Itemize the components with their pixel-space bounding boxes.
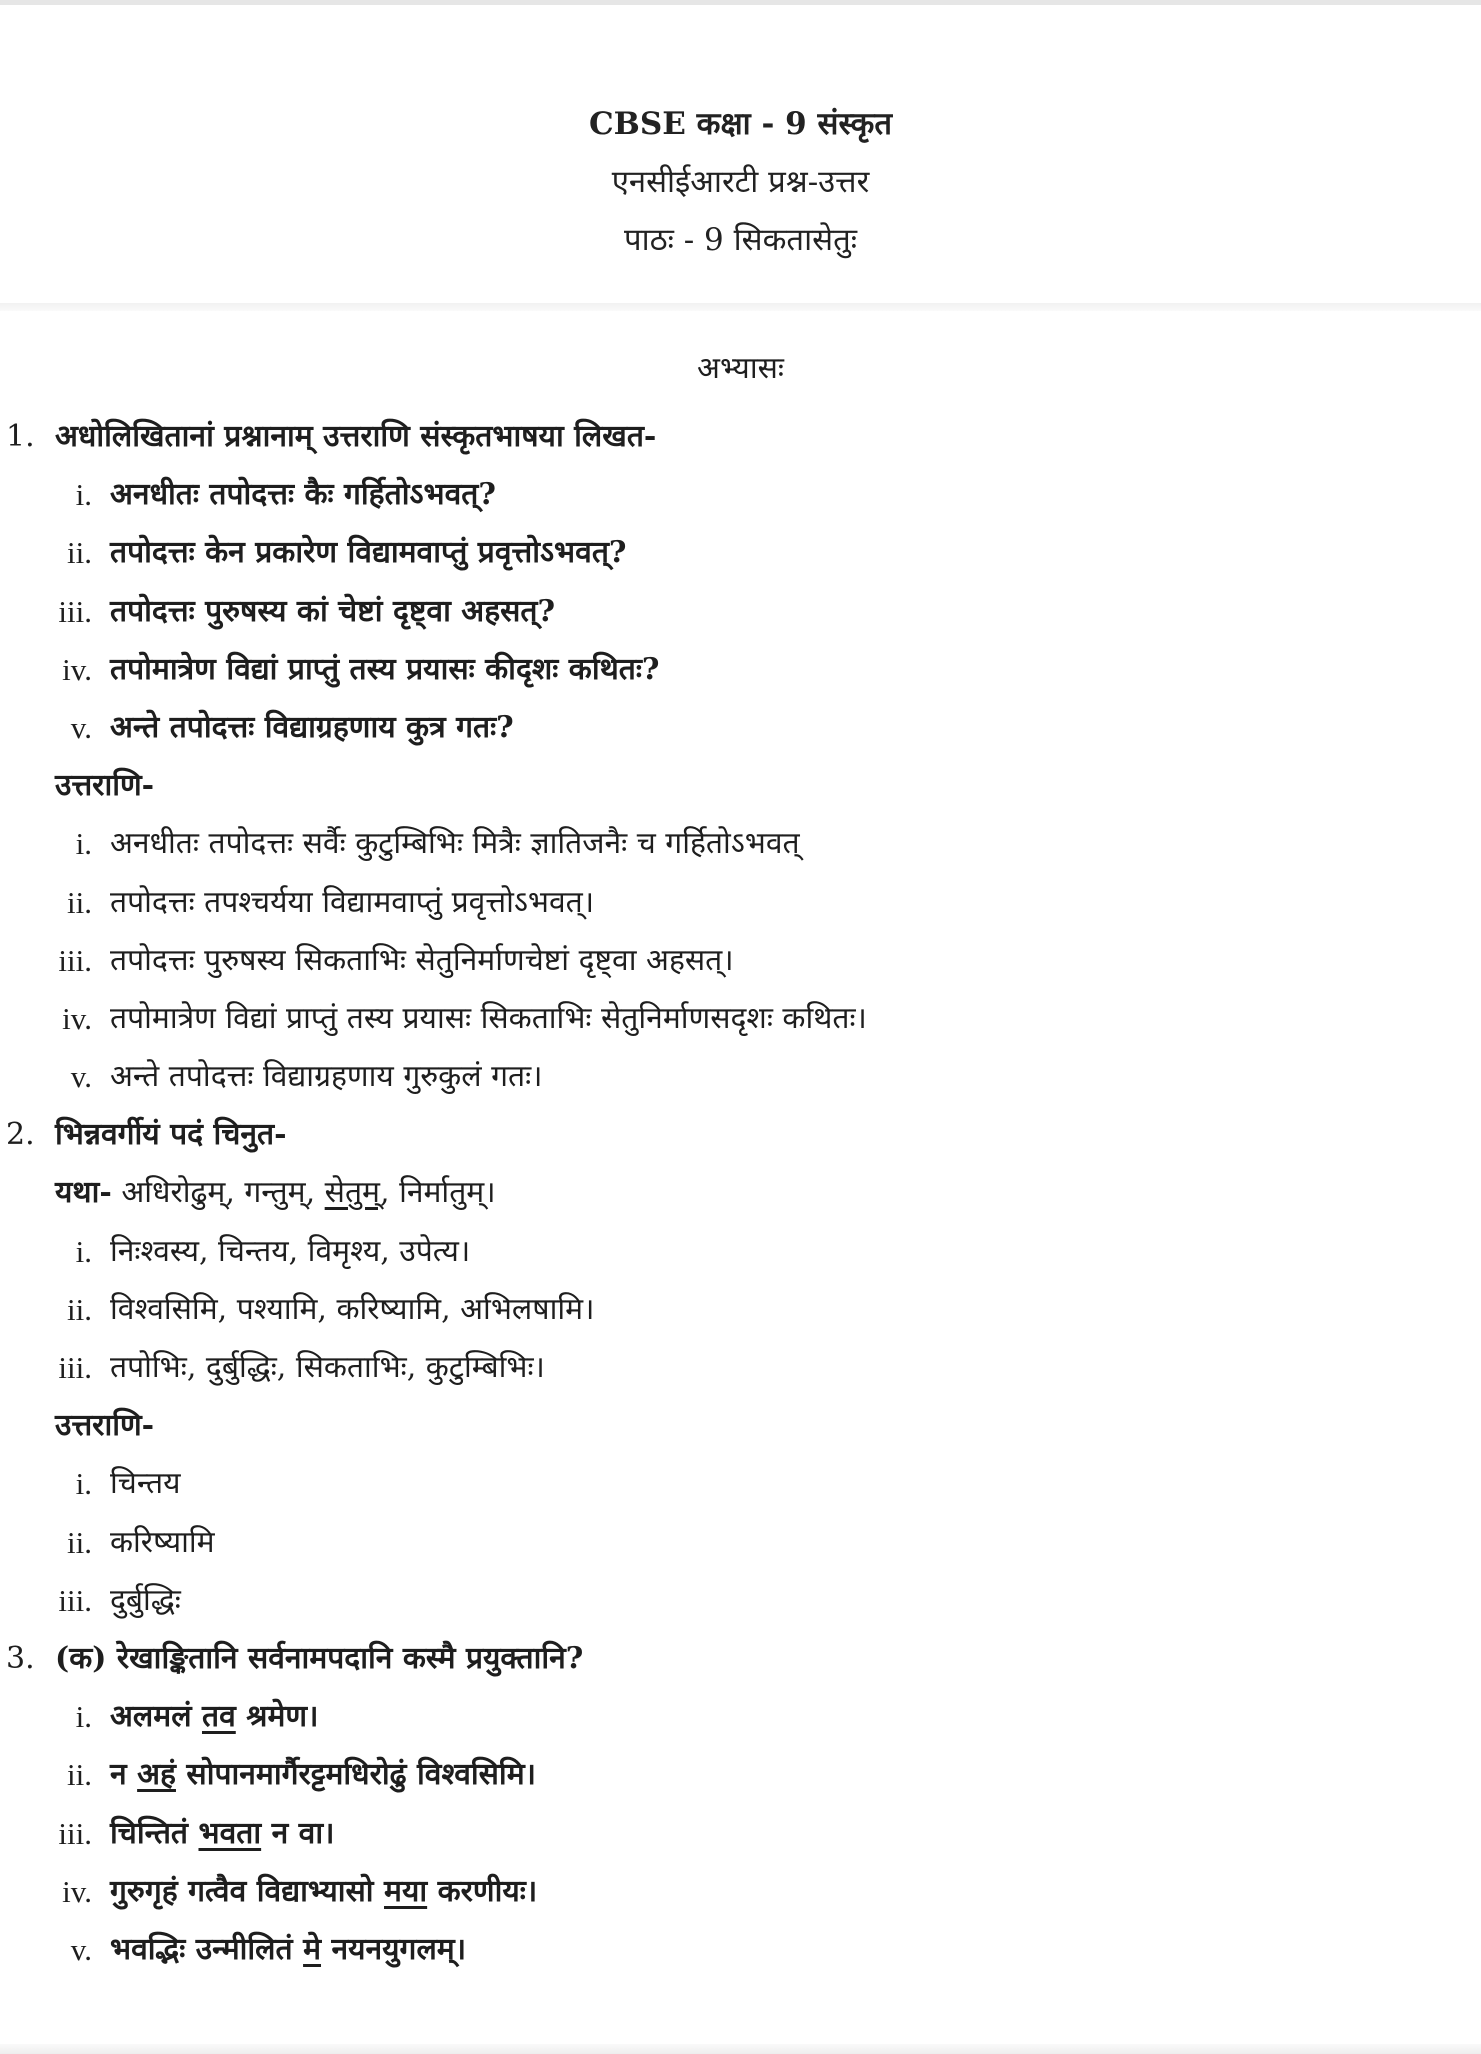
list-item — [0, 932, 1481, 990]
answers-label: उत्तराणि- — [55, 768, 155, 804]
item-text: अनधीतः तपोदत्तः सर्वैः कुटुम्बिभिः मित्रैः ज्ञातिजनैः च गर्हितोऽभवत् — [110, 826, 800, 862]
list-item — [0, 1805, 1481, 1863]
roman-numeral: v. — [70, 1931, 92, 1967]
list-item — [0, 1339, 1481, 1397]
item-text: तपोदत्तः पुरुषस्य सिकताभिः सेतुनिर्माणचेष्टां दृष्ट्वा अहसत्। — [110, 942, 734, 978]
list-item — [0, 466, 1481, 524]
roman-numeral: iii. — [58, 1350, 92, 1385]
roman-numeral: iv. — [62, 1873, 92, 1909]
question-number: 1. — [6, 419, 35, 454]
answers-heading — [0, 757, 1481, 815]
item-text: करिष्यामि — [110, 1524, 215, 1560]
question-number: 2. — [6, 1117, 35, 1153]
example-label: यथा- — [55, 1175, 112, 1211]
item-text — [110, 1746, 536, 1804]
list-item — [0, 1688, 1481, 1746]
roman-numeral: i. — [75, 1699, 92, 1735]
header-divider — [0, 303, 1481, 311]
text-post: नयनयुगलम्। — [321, 1931, 467, 1967]
list-item — [0, 874, 1481, 932]
text-pre: अलमलं — [110, 1699, 202, 1735]
question-2 — [0, 1106, 1481, 1164]
document-body — [0, 340, 1481, 1979]
list-item — [0, 815, 1481, 873]
roman-numeral: ii. — [67, 1757, 92, 1793]
underlined-word: भवता — [198, 1815, 262, 1851]
underlined-word: अहं — [137, 1757, 176, 1793]
answers-heading — [0, 1397, 1481, 1455]
item-text: अन्ते तपोदत्तः विद्याग्रहणाय गुरुकुलं गतः। — [110, 1059, 543, 1095]
answers-label: उत्तराणि- — [55, 1408, 155, 1444]
top-rule — [0, 0, 1481, 5]
question-text: अधोलिखितानां प्रश्नानाम् उत्तराणि संस्कृतभाषया लिखत- — [55, 419, 657, 454]
roman-numeral: ii. — [67, 884, 92, 920]
question-1 — [0, 408, 1481, 466]
question-text: भिन्नवर्गीयं पदं चिनुत- — [55, 1117, 287, 1153]
question-text: (क) रेखाङ्कितानि सर्वनामपदानि कस्मै प्रयुक्तानि? — [55, 1640, 584, 1676]
question-number: 3. — [6, 1640, 35, 1676]
roman-numeral: iv. — [62, 651, 92, 687]
item-text — [110, 1863, 537, 1921]
roman-numeral: v. — [70, 1059, 92, 1095]
underlined-word: तव — [201, 1699, 236, 1735]
bottom-divider — [0, 2044, 1481, 2054]
roman-numeral: v. — [70, 709, 92, 745]
list-item — [0, 1455, 1481, 1513]
roman-numeral: iii. — [58, 1815, 92, 1851]
item-text: दुर्बुद्धिः — [110, 1582, 181, 1618]
roman-numeral: iv. — [62, 1000, 92, 1036]
list-item — [0, 1921, 1481, 1979]
underlined-word: सेतुम् — [324, 1175, 380, 1211]
text-post: न वा। — [261, 1815, 335, 1851]
item-text: चिन्तय — [110, 1466, 181, 1502]
underlined-word: मे — [303, 1931, 322, 1967]
list-item — [0, 990, 1481, 1048]
roman-numeral: iii. — [58, 1582, 92, 1618]
list-item — [0, 1572, 1481, 1630]
item-text: अन्ते तपोदत्तः विद्याग्रहणाय कुत्र गतः? — [110, 709, 514, 745]
text-pre: चिन्तितं — [110, 1815, 199, 1851]
roman-numeral: ii. — [67, 1524, 92, 1560]
document-header — [0, 95, 1481, 269]
list-item — [0, 524, 1481, 582]
text-pre: गुरुगृहं गत्वैव विद्याभ्यासो — [110, 1873, 385, 1909]
example-post: , निर्मातुम्। — [380, 1175, 496, 1211]
list-item — [0, 1223, 1481, 1281]
roman-numeral: i. — [75, 1233, 92, 1269]
list-item — [0, 699, 1481, 757]
roman-numeral: ii. — [67, 1291, 92, 1327]
text-pre: न — [110, 1757, 138, 1793]
roman-numeral: iii. — [58, 593, 92, 629]
item-text — [110, 1921, 466, 1979]
roman-numeral: ii. — [67, 535, 92, 571]
item-text: अनधीतः तपोदत्तः कैः गर्हितोऽभवत्? — [110, 477, 496, 513]
underlined-word: मया — [384, 1873, 428, 1909]
example-pre: अधिरोढुम्, गन्तुम्, — [111, 1175, 325, 1211]
list-item — [0, 1863, 1481, 1921]
example-text — [55, 1164, 496, 1222]
text-pre: भवद्भिः उन्मीलितं — [110, 1931, 304, 1967]
example-row — [0, 1164, 1481, 1222]
list-item — [0, 1281, 1481, 1339]
roman-numeral: i. — [75, 1466, 92, 1502]
header-line-3: पाठः - 9 सिकतासेतुः — [623, 222, 858, 258]
text-post: करणीयः। — [427, 1873, 538, 1909]
item-text: तपोभिः, दुर्बुद्धिः, सिकताभिः, कुटुम्बिभिः। — [110, 1350, 545, 1385]
section-title: अभ्यासः — [697, 351, 784, 386]
item-text: निःश्वस्य, चिन्तय, विमृश्य, उपेत्य। — [110, 1233, 471, 1269]
text-post: श्रमेण। — [235, 1699, 319, 1735]
list-item — [0, 583, 1481, 641]
roman-numeral: i. — [75, 477, 92, 513]
item-text: तपोमात्रेण विद्यां प्राप्तुं तस्य प्रयासः कीदृशः कथितः? — [110, 651, 660, 687]
text-post: सोपानमार्गैरट्टमधिरोढुं विश्वसिमि। — [175, 1757, 537, 1793]
item-text: विश्वसिमि, पश्यामि, करिष्यामि, अभिलषामि। — [110, 1291, 595, 1327]
item-text: तपोमात्रेण विद्यां प्राप्तुं तस्य प्रयासः सिकताभिः सेतुनिर्माणसदृशः कथितः। — [110, 1000, 867, 1036]
header-line-1: CBSE कक्षा - 9 संस्कृत — [588, 106, 893, 142]
item-text: तपोदत्तः पुरुषस्य कां चेष्टां दृष्ट्वा अहसत्? — [110, 593, 556, 629]
list-item — [0, 1746, 1481, 1804]
header-line-2: एनसीईआरटी प्रश्न-उत्तर — [611, 164, 870, 200]
item-text: तपोदत्तः तपश्चर्यया विद्यामवाप्तुं प्रवृत्तोऽभवत्। — [110, 884, 595, 920]
item-text: तपोदत्तः केन प्रकारेण विद्यामवाप्तुं प्रवृत्तोऽभवत्? — [110, 535, 627, 571]
roman-numeral: iii. — [58, 942, 92, 978]
list-item — [0, 1514, 1481, 1572]
list-item — [0, 641, 1481, 699]
item-text — [110, 1805, 334, 1863]
list-item — [0, 1048, 1481, 1106]
question-3 — [0, 1630, 1481, 1688]
item-text — [110, 1688, 318, 1746]
roman-numeral: i. — [75, 826, 92, 862]
